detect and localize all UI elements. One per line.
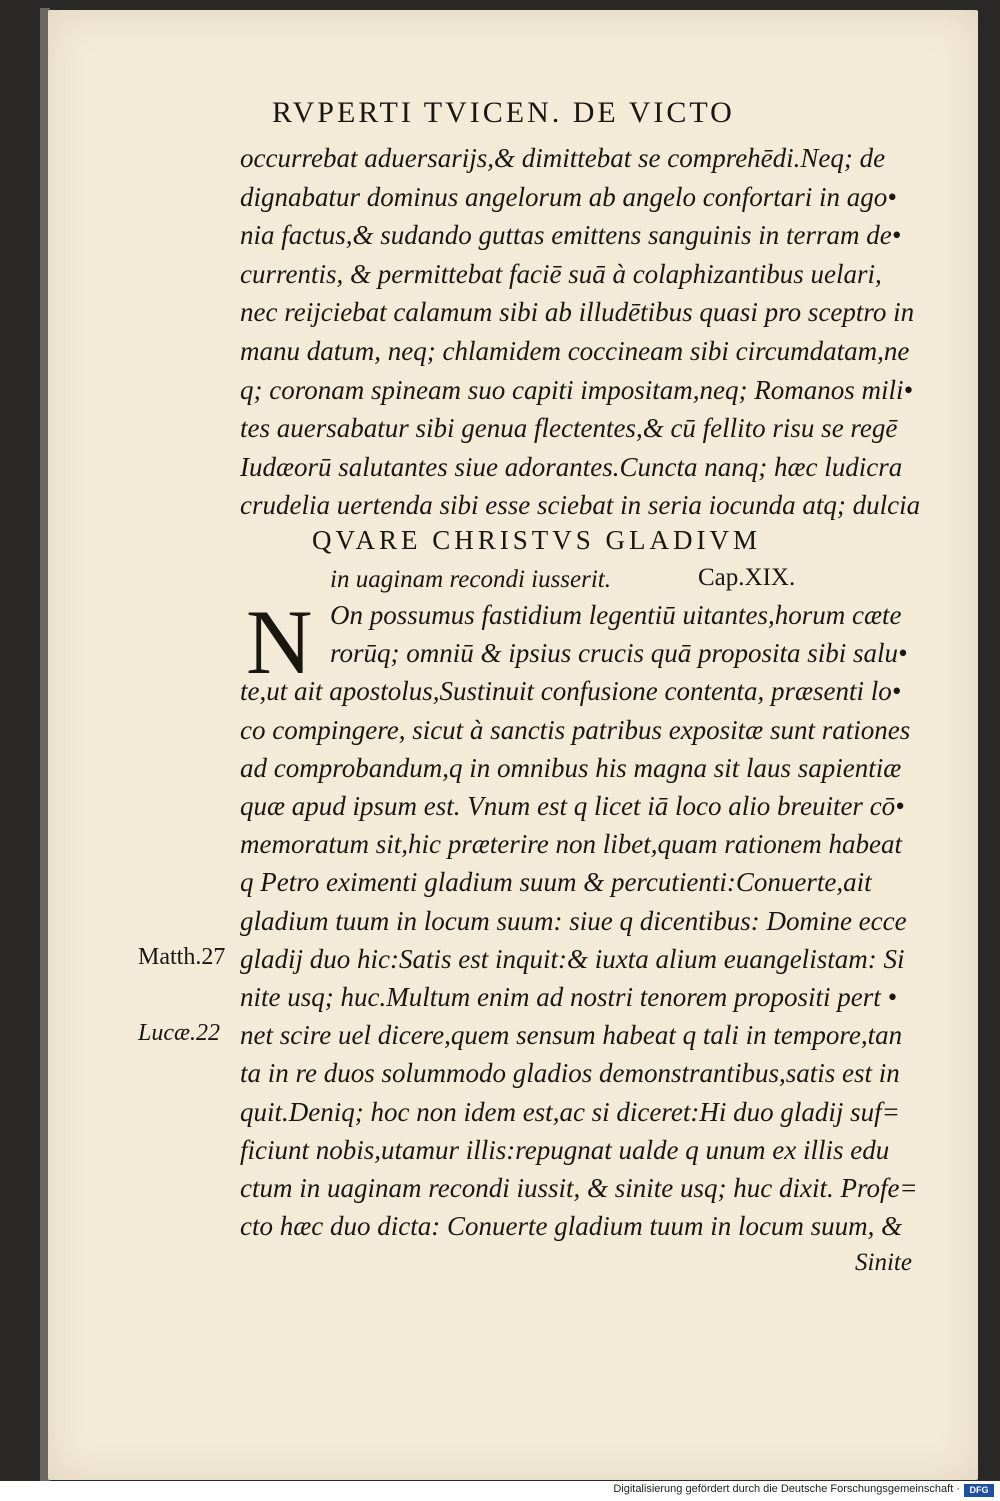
text-line: ctum in uaginam recondi iussit, & sinite usq; huc dixit. Profe= [240,1173,918,1203]
text-line: gladij duo hic:Satis est inquit:& iuxta alium euangelistam: Si [240,943,905,974]
text-line: nec reijciebat calamum sibi ab illudētibus quasi pro sceptro in [240,297,915,328]
text-line: memoratum sit,hic præterire non libet,quam rationem habeat [240,829,902,860]
chapter-heading: QVARE CHRISTVS GLADIVM [312,525,762,555]
text-line: ta in re duos solummodo gladios demonstrantibus,satis est in [240,1058,900,1089]
text-line: te,ut ait apostolus,Sustinuit confusione contenta, præsenti lo• [240,676,902,707]
catchword: Sinite [855,1249,912,1277]
text-line: net scire uel dicere,quem sensum habeat q tali in tempore,tan [240,1020,903,1051]
text-line: manu datum, neq; chlamidem coccineam sibi circumdatam,ne [240,336,910,366]
text-line: dignabatur dominus angelorum ab angelo confortari in ago• [240,181,897,212]
text-line: ficiunt nobis,utamur illis:repugnat ualde q unum ex illis edu [240,1134,890,1165]
drop-capital: N [246,591,313,693]
text-line: quit.Deniq; hoc non idem est,ac si diceret:Hi duo gladij suf= [240,1096,900,1127]
text-line: ad comprobandum,q in omnibus his magna sit laus sapientiæ [240,752,902,783]
text-line: q Petro eximenti gladium suum & percutienti:Conuerte,ait [240,867,872,898]
text-line: Iudæorū salutantes siue adorantes.Cuncta nanq; hæc ludicra [240,451,903,482]
text-line: gladium tuum in locum suum: siue q dicentibus: Domine ecce [240,905,907,936]
text-line: tes auersabatur sibi genua flectentes,& cū fellito risu se regē [240,413,898,444]
margin-note: Matth.27 [138,943,226,970]
text-line: nia factus,& sudando guttas emittens sanguinis in terram de• [240,220,902,251]
text-line: crudelia uertenda sibi esse sciebat in seria iocunda atq; dulcia [240,490,921,521]
chapter-number: Cap.XIX. [698,564,796,591]
text-line: cto hæc duo dicta: Conuerte gladium tuum in locum suum, & [240,1211,903,1242]
running-head: RVPERTI TVICEN. DE VICTO [272,96,735,129]
footer-credit: Digitalisierung gefördert durch die Deutsche Forschungsgemeinschaft · [613,1483,960,1495]
text-line: co compingere, sicut à sanctis patribus expositæ sunt rationes [240,714,911,745]
text-line: On possumus fastidium legentiū uitantes,horum cæte [330,600,902,630]
text-line: nite usq; huc.Multum enim ad nostri tenorem propositi pert • [240,982,897,1012]
margin-note: Lucæ.22 [138,1020,221,1047]
text-line: occurrebat aduersarijs,& dimittebat se comprehēdi.Neq; de [240,143,886,173]
text-line: q; coronam spineam suo capiti impositam,neq; Romanos mili• [240,374,913,405]
text-line: quæ apud ipsum est. Vnum est q licet iā loco alio breuiter cō• [240,791,905,821]
text-line: rorūq; omniū & ipsius crucis quā proposita sibi salu• [330,638,908,669]
text-line: currentis, & permittebat faciē suā à colaphizantibus uelari, [240,258,882,289]
dfg-logo-icon: DFG [964,1484,994,1497]
chapter-subheading: in uaginam recondi iusserit. [330,566,612,593]
